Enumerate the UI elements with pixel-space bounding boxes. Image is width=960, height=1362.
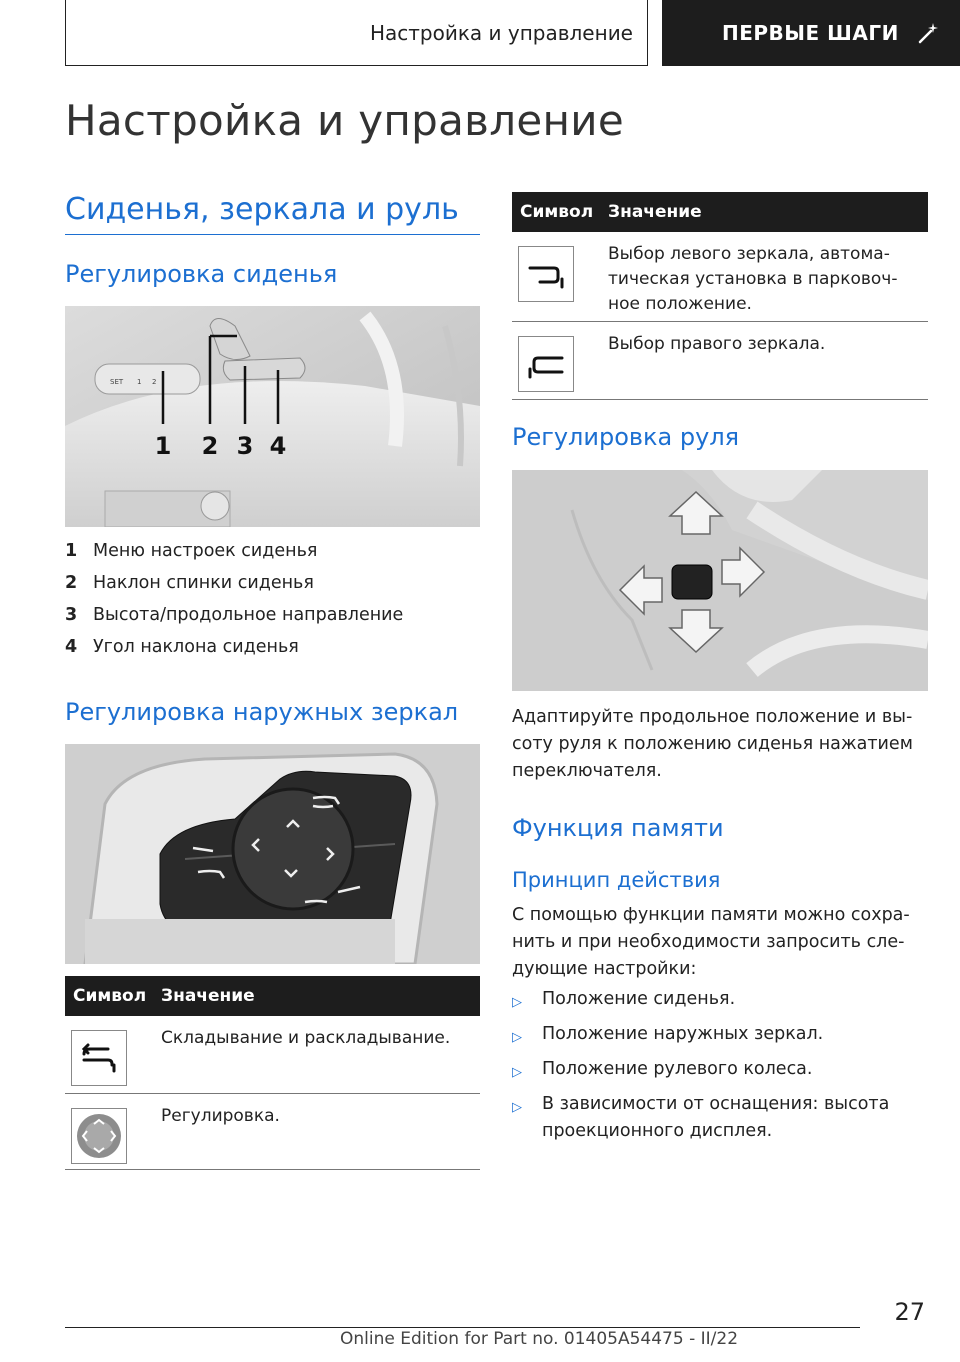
header-section-label: Настройка и управление [369, 20, 633, 45]
memory-subheading: Принцип действия [512, 868, 721, 892]
memory-heading: Функция памяти [512, 814, 724, 842]
list-item: 1 Меню настроек сиденья [65, 541, 318, 561]
seat-button-set: SET [110, 378, 124, 386]
seat-button-2: 2 [152, 378, 157, 386]
section-heading: Сиденья, зеркала и руль [65, 192, 459, 227]
callout-3: 3 [236, 432, 254, 460]
fold-mirror-icon [71, 1030, 127, 1086]
col-meaning-header: Значение [608, 202, 702, 222]
callout-2: 2 [201, 432, 219, 460]
seat-legend-list [65, 535, 403, 663]
steering-heading: Регулировка руля [512, 423, 740, 451]
table-header [65, 976, 480, 1016]
table-row [65, 1094, 480, 1170]
steering-paragraph: Адаптируйте продольное положение и вы- соту руля к положению сиденья нажатием переключателя. [512, 707, 913, 781]
mirrors-heading: Регулировка наружных зеркал [65, 698, 459, 726]
table-cell: Складывание и раскладывание. [161, 1028, 451, 1048]
bullet-triangle-icon: ▷ [512, 995, 522, 1010]
seat-button-1: 1 [137, 378, 142, 386]
list-item: ▷ Положение рулевого колеса. [512, 1056, 889, 1086]
callout-4: 4 [269, 432, 287, 460]
table-row [512, 232, 928, 322]
bullet-triangle-icon: ▷ [512, 1100, 522, 1115]
col-symbol-header: Символ [520, 202, 594, 222]
bullet-triangle-icon: ▷ [512, 1065, 522, 1080]
section-rule [65, 234, 480, 235]
table-row [512, 322, 928, 400]
mirror-symbol-table [65, 976, 480, 1170]
table-cell: Выбор левого зеркала, автома- тическая установка в парковоч- ное положение. [608, 244, 898, 314]
bullet-triangle-icon: ▷ [512, 1030, 522, 1045]
header-section-title [65, 0, 648, 66]
memory-paragraph: С помощью функции памяти можно сохра- нить и при необходимости запросить сле- дующие настройки: [512, 905, 910, 979]
memory-bullet-list [512, 986, 889, 1150]
header-chapter-tab [662, 0, 960, 66]
list-item: 4 Угол наклона сиденья [65, 637, 299, 657]
footer-edition: Online Edition for Part no. 01405A54475 - II/22 [340, 1329, 739, 1349]
footer-rule [65, 1327, 860, 1328]
right-mirror-icon [518, 336, 574, 392]
list-item: ▷ Положение наружных зеркал. [512, 1021, 889, 1051]
table-cell: Регулировка. [161, 1106, 280, 1126]
wand-icon [917, 21, 941, 45]
mirror-adjust-icon [71, 1108, 127, 1164]
page-title: Настройка и управление [65, 96, 624, 145]
page-number: 27 [894, 1298, 925, 1326]
col-meaning-header: Значение [161, 986, 255, 1006]
steering-adjust-photo [512, 470, 928, 691]
list-item: ▷ Положение сиденья. [512, 986, 889, 1016]
left-mirror-icon [518, 246, 574, 302]
table-cell: Выбор правого зеркала. [608, 334, 826, 354]
list-item: 3 Высота/продольное направление [65, 605, 404, 625]
table-row [65, 1016, 480, 1094]
seat-heading: Регулировка сиденья [65, 260, 338, 288]
mirror-controls-photo [65, 744, 480, 964]
col-symbol-header: Символ [73, 986, 147, 1006]
list-item: ▷ В зависимости от оснащения: высота проекционного дисплея. [512, 1091, 889, 1145]
table-header [512, 192, 928, 232]
list-item: 2 Наклон спинки сиденья [65, 573, 314, 593]
callout-1: 1 [154, 432, 172, 460]
seat-controls-photo [65, 306, 480, 527]
mirror-select-table [512, 192, 928, 400]
header-chapter-label: ПЕРВЫЕ ШАГИ [722, 21, 899, 45]
